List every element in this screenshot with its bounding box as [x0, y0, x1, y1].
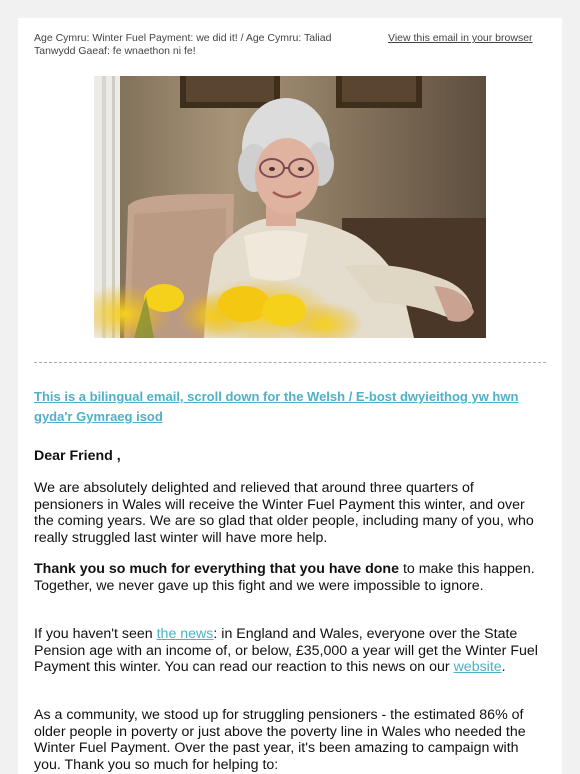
bilingual-scroll-link[interactable]: This is a bilingual email, scroll down for the Welsh / E-bost dwyieithog yw hwn gyda'r Gymraeg isod [34, 389, 519, 424]
paragraph-3-before: If you haven't seen [34, 626, 157, 642]
paragraph-3-middle: : in England and Wales, everyone over the State Pension age with an income of, or below, £35,000 a year will get the Winter Fuel Payment this winter. You can read our reaction to this news on our [34, 626, 538, 675]
paragraph-4-text: As a community, we stood up for struggling pensioners - the estimated 86% of older people in poverty or just above the poverty line in Wales who needed the Winter Fuel Payment. Over the past year, it's been amazing to campaign with you. Thank you so much for helping to: [34, 707, 526, 773]
paragraph-thank-you [34, 561, 546, 594]
paragraph-2-rest: to make this happen. Together, we never gave up this fight and we were impossible to ignore. [34, 561, 535, 594]
paragraph-2-text [34, 561, 546, 594]
paragraph-delighted [34, 480, 546, 546]
preheader-text: Age Cymru: Winter Fuel Payment: we did it! / Age Cymru: Taliad Tanwydd Gaeaf: fe wnaethon ni fe! [34, 32, 332, 57]
paragraph-news [34, 626, 546, 676]
news-link[interactable]: the news [156, 626, 214, 642]
paragraph-community [34, 707, 546, 773]
photo-older-woman-with-daffodils-icon [94, 76, 486, 338]
greeting: Dear Friend , [34, 448, 121, 464]
email-container [18, 18, 562, 774]
section-divider [34, 362, 546, 363]
paragraph-2-bold: Thank you so much for everything that you have done [34, 561, 399, 577]
paragraph-3-text [34, 626, 546, 676]
paragraph-3-after: . [501, 659, 506, 675]
hero-image [94, 76, 486, 338]
paragraph-1-text: We are absolutely delighted and relieved that around three quarters of pensioners in Wales will receive the Winter Fuel Payment this winter, and over the coming years. We are so glad that older people, including many of you, who really struggled last winter will have more help. [34, 480, 534, 546]
website-link[interactable]: website [453, 659, 502, 675]
view-in-browser-link[interactable]: View this email in your browser [388, 32, 533, 44]
